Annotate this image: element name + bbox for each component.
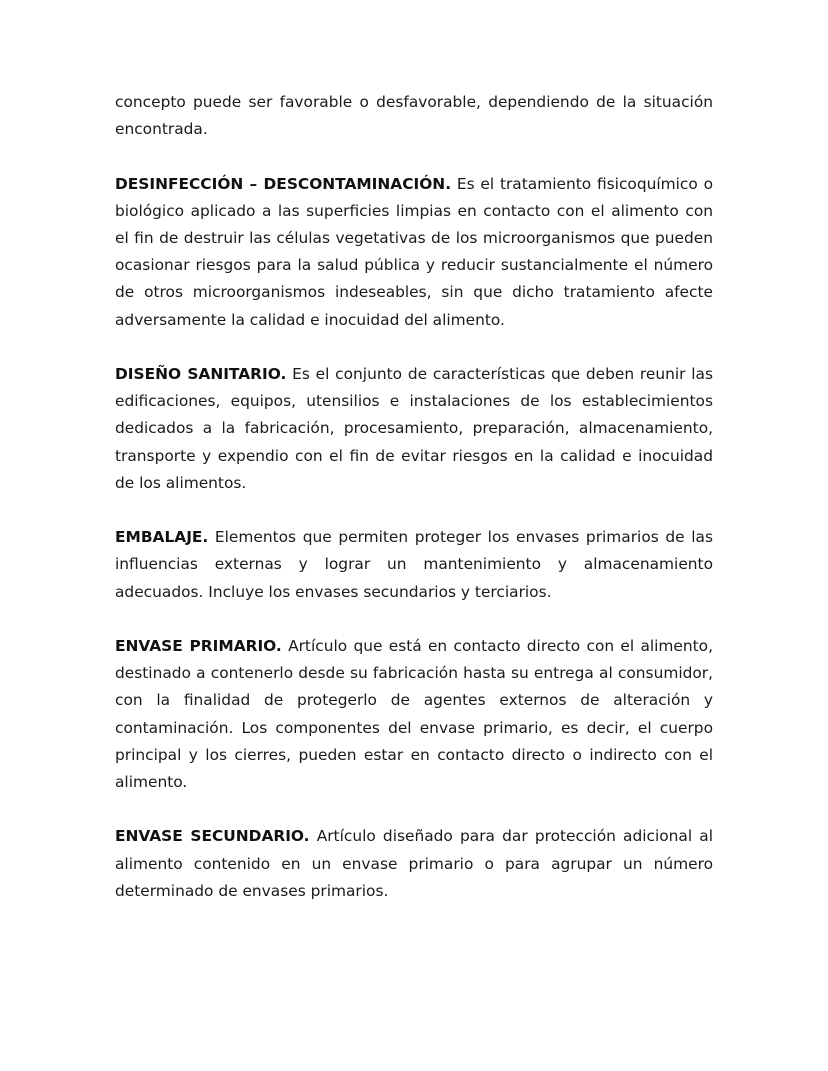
definition-text: concepto puede ser favorable o desfavorable, dependiendo de la situación encontrada. [115, 93, 713, 139]
definition-text: Es el tratamiento fisicoquímico o biológico aplicado a las superficies limpias en contacto con el alimento con el fin de destruir las células vegetativas de los microorganismos que pueden ocasionar riesgos para la salud pública y reducir sustancialmente el número de otros microorganismos indeseables, sin que dicho tratamiento afecte adversamente la calidad e inocuidad del alimento. [115, 174, 713, 329]
definition-embalaje [115, 524, 713, 606]
definition-term: DISEÑO SANITARIO. [115, 365, 287, 383]
document-page [115, 89, 713, 932]
definition-term: ENVASE PRIMARIO. [115, 637, 282, 655]
definition-desinfeccion [115, 171, 713, 334]
definition-term: ENVASE SECUNDARIO. [115, 827, 310, 846]
definition-text: Elementos que permiten proteger los envases primarios de las influencias externas y lograr un mantenimiento y almacenamiento adecuados. Incluye los envases secundarios y terciarios. [115, 528, 713, 601]
definition-text: Artículo diseñado para dar protección adicional al alimento contenido en un envase primario o para agrupar un número determinado de envases primarios. [115, 827, 713, 900]
definition-term: DESINFECCIÓN – DESCONTAMINACIÓN. [115, 174, 452, 193]
definition-text: Es el conjunto de características que deben reunir las edificaciones, equipos, utensilios e instalaciones de los establecimientos dedicados a la fabricación, procesamiento, preparación, almacenamiento, transporte y expendio con el fin de evitar riesgos en la calidad e inocuidad de los alimentos. [115, 365, 713, 492]
definition-envase-primario [115, 633, 713, 796]
definition-envase-secundario [115, 823, 713, 905]
paragraph-continuation [115, 89, 713, 143]
definition-diseno-sanitario [115, 361, 713, 497]
definition-text: Artículo que está en contacto directo con el alimento, destinado a contenerlo desde su fabricación hasta su entrega al consumidor, con la finalidad de protegerlo de agentes externos de alteración y contaminación. Los componentes del envase primario, es decir, el cuerpo principal y los cierres, pueden estar en contacto directo o indirecto con el alimento. [115, 637, 713, 792]
definition-term: EMBALAJE. [115, 528, 209, 547]
